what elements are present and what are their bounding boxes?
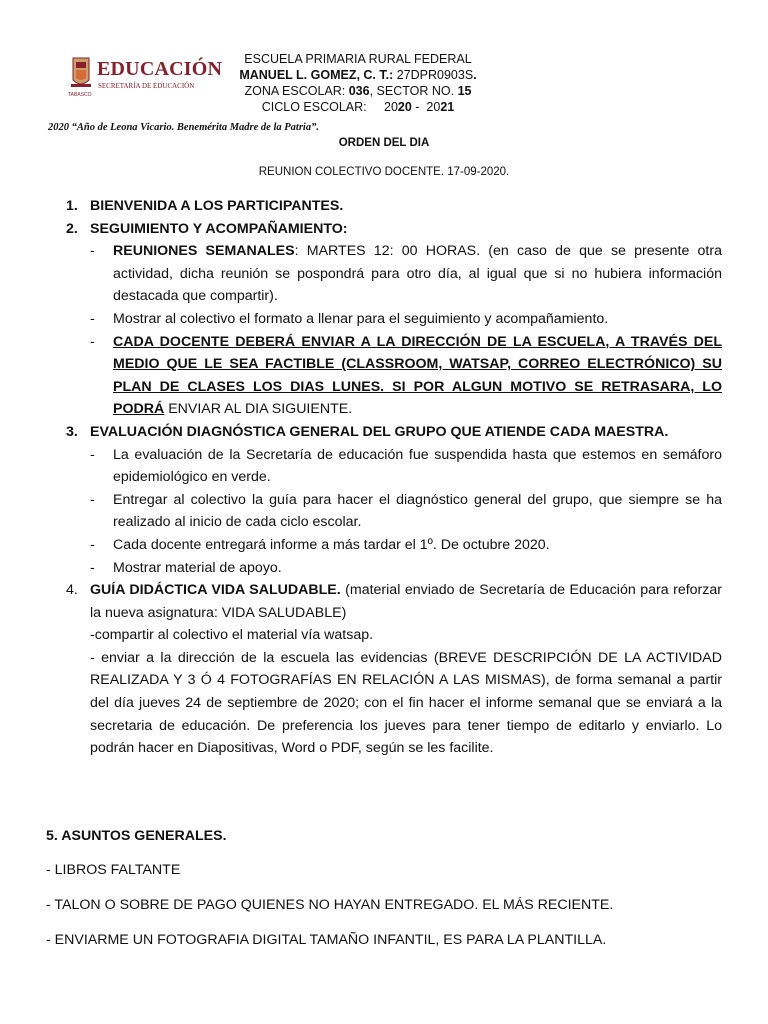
agenda-list bbox=[66, 195, 722, 760]
agenda-item-2b: - Mostrar al colectivo el formato a llenar para el seguimiento y acompañamiento. bbox=[90, 310, 609, 327]
logo-brand: EDUCACIÓN bbox=[97, 58, 223, 80]
year-motto: 2020 “Año de Leona Vicario. Benemérita Madre de la Patria”. bbox=[48, 122, 319, 133]
school-zone: ZONA ESCOLAR: 036, SECTOR NO. 15 bbox=[244, 84, 472, 98]
general-heading: 5. ASUNTOS GENERALES. bbox=[46, 828, 227, 844]
agenda-item-3c: - Cada docente entregará informe a más tardar el 1º. De octubre 2020. bbox=[90, 536, 550, 553]
logo-subtitle: SECRETARÍA DE EDUCACIÓN bbox=[98, 82, 195, 90]
education-logo bbox=[68, 54, 223, 104]
agenda-item-2: 2. SEGUIMIENTO Y ACOMPAÑAMIENTO: bbox=[66, 220, 348, 237]
agenda-item-3d: - Mostrar material de apoyo. bbox=[90, 559, 282, 576]
page-title: ORDEN DEL DIA bbox=[338, 137, 430, 149]
agenda-item-4b: - enviar a la dirección de la escuela las evidencias (BREVE DESCRIPCIÓN DE LA ACTIVIDAD REALIZADA Y 3 Ó 4 FOTOGRAFÍAS EN RELACIÓN A LAS MISMAS), de forma semanal a partir del día jueves 24 de septiembre de 2020; con el fin hacer el informe semanal que se enviará a la secretaria de educación. De preferencia los jueves para tener tiempo de editarlo y enviarlo. Lo podrán hacer en Diapositivas, Word o PDF, según se les facilite. bbox=[90, 649, 722, 757]
agenda-item-1: 1. BIENVENIDA A LOS PARTICIPANTES. bbox=[66, 198, 344, 214]
school-cct: 27DPR0903S bbox=[396, 68, 474, 82]
school-type: ESCUELA PRIMARIA RURAL FEDERAL bbox=[244, 52, 472, 66]
agenda-item-2a: - REUNIONES SEMANALES: MARTES 12: 00 HORAS. (en caso de que se presente otra actividad, dicha reunión se pospondrá para otro día, al igual que si no hubiera información destacada que compartir). bbox=[90, 243, 722, 305]
logo-state: TABASCO bbox=[68, 92, 92, 98]
school-header bbox=[228, 51, 488, 115]
agenda-item-4a: -compartir al colectivo el material vía watsap. bbox=[90, 627, 374, 644]
meeting-subtitle: REUNION COLECTIVO DOCENTE. 17-09-2020. bbox=[258, 166, 510, 178]
general-item-3: - ENVIARME UN FOTOGRAFIA DIGITAL TAMAÑO INFANTIL, ES PARA LA PLANTILLA. bbox=[46, 932, 607, 948]
agenda-item-2c: - CADA DOCENTE DEBERÁ ENVIAR A LA DIRECCIÓN DE LA ESCUELA, A TRAVÉS DEL MEDIO QUE LE SEA FACTIBLE (CLASSROOM, WATSAP, CORREO ELECTRÓNICO) SU PLAN DE CLASES LOS DIAS LUNES. SI POR ALGUN MOTIVO SE RETRASARA, LO PODRÁ ENVIAR AL DIA SIGUIENTE. bbox=[90, 333, 722, 418]
agenda-item-3: 3. EVALUACIÓN DIAGNÓSTICA GENERAL DEL GRUPO QUE ATIENDE CADA MAESTRA. bbox=[66, 423, 669, 440]
school-cycle: CICLO ESCOLAR: 2020 - 2021 bbox=[261, 100, 455, 114]
school-name: MANUEL L. GOMEZ, C. T.: 27DPR0903S. bbox=[239, 68, 477, 82]
general-item-1: - LIBROS FALTANTE bbox=[46, 862, 181, 878]
agenda-item-4: 4. GUÍA DIDÁCTICA VIDA SALUDABLE. (material enviado de Secretaría de Educación para reforzar la nueva asignatura: VIDA SALUDABLE) bbox=[66, 582, 722, 621]
general-item-2: - TALON O SOBRE DE PAGO QUIENES NO HAYAN ENTREGADO. EL MÁS RECIENTE. bbox=[46, 897, 614, 913]
agenda-item-3b: - Entregar al colectivo la guía para hacer el diagnóstico general del grupo, que siempre se ha realizado al inicio de cada ciclo escolar. bbox=[90, 491, 722, 531]
agenda-item-3a: - La evaluación de la Secretaría de educación fue suspendida hasta que estemos en semáforo epidemiológico en verde. bbox=[90, 446, 722, 486]
